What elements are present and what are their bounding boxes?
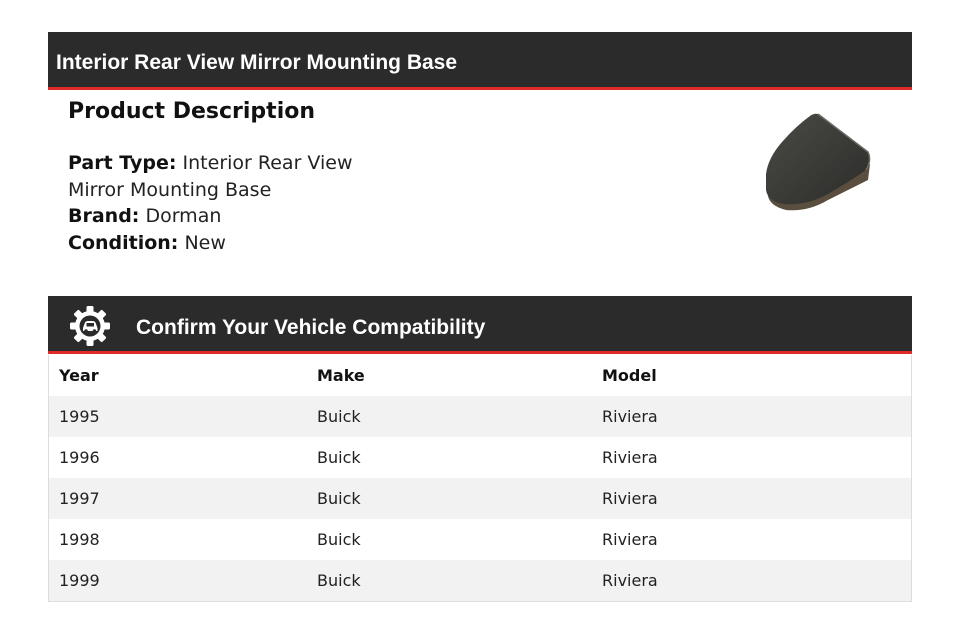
cell-model: Riviera: [602, 489, 658, 508]
cell-year: 1998: [59, 530, 100, 549]
gear-car-icon: [68, 304, 112, 348]
column-header-make: Make: [317, 366, 365, 385]
table-row: [49, 478, 911, 519]
condition-label: Condition:: [68, 231, 179, 254]
compatibility-bar: [48, 296, 912, 354]
cell-year: 1999: [59, 571, 100, 590]
condition-value: New: [184, 231, 226, 254]
brand-label: Brand:: [68, 205, 140, 227]
cell-make: Buick: [317, 530, 361, 549]
spec-part-type: [68, 150, 408, 203]
column-header-model: Model: [602, 366, 657, 385]
table-header-row: [49, 355, 911, 396]
product-title: Interior Rear View Mirror Mounting Base: [56, 51, 458, 74]
column-header-year: Year: [59, 366, 99, 385]
description-heading: Product Description: [68, 99, 316, 124]
product-title-bar: [48, 32, 912, 90]
brand-value: Dorman: [145, 205, 222, 227]
cell-model: Riviera: [602, 530, 658, 549]
cell-make: Buick: [317, 448, 361, 467]
cell-year: 1995: [59, 407, 100, 426]
cell-model: Riviera: [602, 448, 658, 467]
cell-make: Buick: [317, 407, 361, 426]
table-row: [49, 396, 911, 437]
table-row: [49, 437, 911, 478]
product-image: [756, 108, 878, 218]
compatibility-title: Confirm Your Vehicle Compatibility: [136, 316, 486, 339]
compatibility-table: [48, 355, 912, 602]
cell-year: 1996: [59, 448, 100, 467]
cell-make: Buick: [317, 489, 361, 508]
cell-model: Riviera: [602, 571, 658, 590]
table-row: [49, 519, 911, 560]
cell-year: 1997: [59, 489, 100, 508]
cell-model: Riviera: [602, 407, 658, 426]
table-row: [49, 560, 911, 601]
product-specs: [68, 150, 748, 256]
spec-condition: [68, 230, 748, 257]
spec-brand: [68, 203, 748, 230]
part-type-label: Part Type:: [68, 152, 177, 174]
cell-make: Buick: [317, 571, 361, 590]
part-type-value: Interior Rear View Mirror Mounting Base: [68, 152, 353, 201]
product-description-section: [68, 98, 748, 256]
